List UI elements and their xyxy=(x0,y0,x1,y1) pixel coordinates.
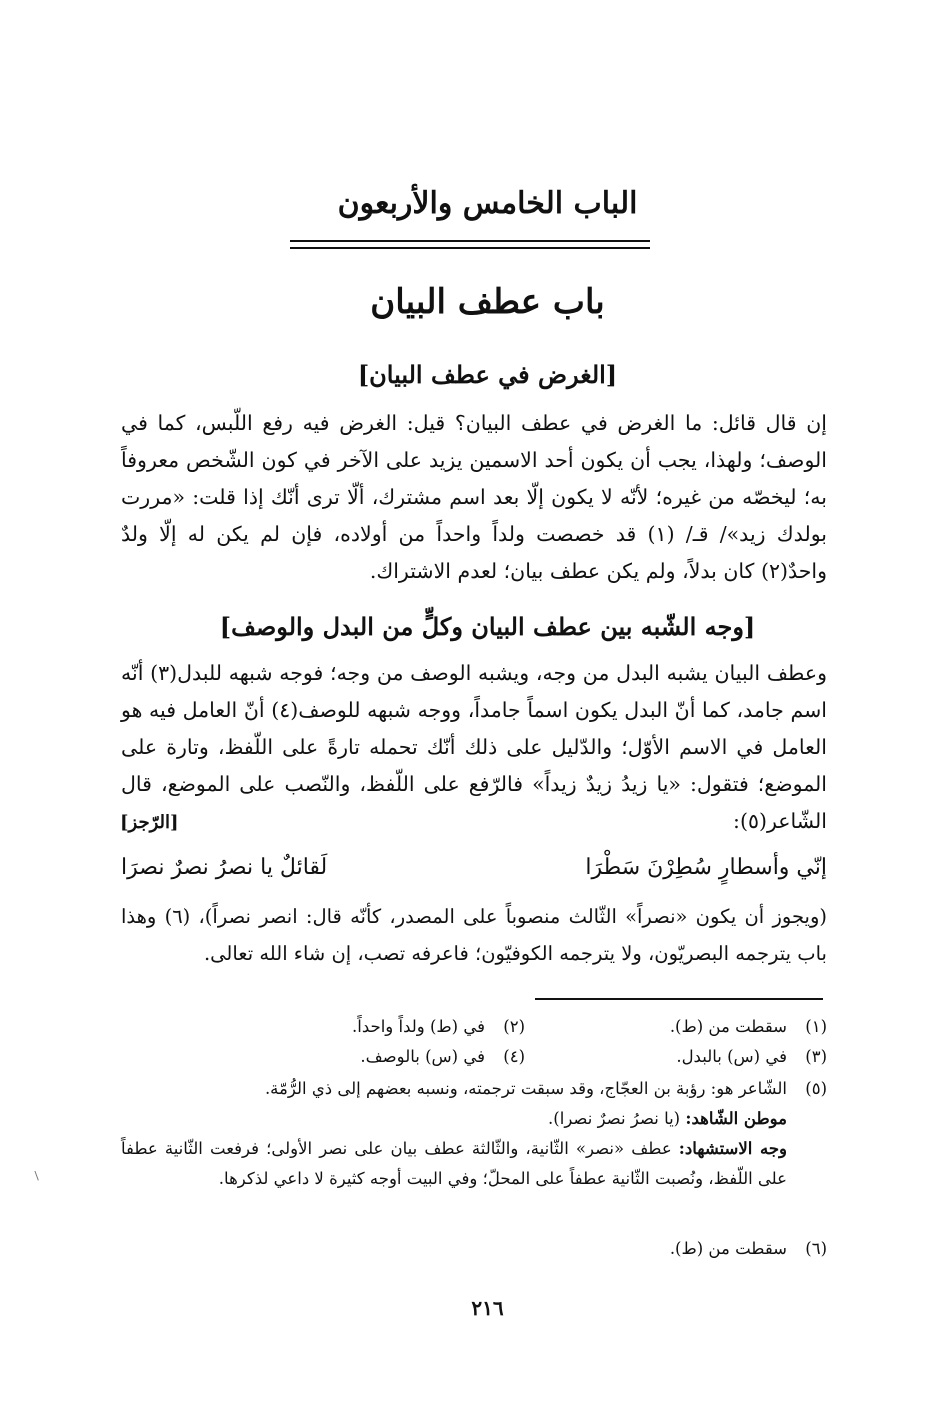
chapter-title: الباب الخامس والأربعون xyxy=(337,186,638,221)
footnote-6 xyxy=(670,1236,827,1262)
margin-mark xyxy=(34,1169,42,1180)
footnote-text: في (ط) ولداً واحداً. xyxy=(352,1017,485,1036)
argument-text: عطف «نصر» الثّانية، والثّالثة عطف بيان على نصر الأولى؛ فرفعت الثّانية عطفاً على اللّفظ، ونُصبت الثّانية عطفاً على المحلّ؛ وفي البيت أوجه كثيرة لا داعي لذكرها. xyxy=(121,1139,787,1188)
footnote-number: (٥) xyxy=(805,1079,827,1098)
paragraph-resemblance: وعطف البيان يشبه البدل من وجه، ويشبه الوصف من وجه؛ فوجه شبهه للبدل(٣) أنّه اسم جامد، كما أنّ البدل يكون اسماً جامداً، ووجه شبهه للوصف(٤) أنّ العامل فيه هو العامل في الاسم الأوّل؛ والدّليل على ذلك أنّك تحمله تارةً على اللّفظ، وتارة على الموضع؛ فتقول: «يا زيدُ زيدٌ زيداً» فالرّفع على اللّفظ، والنّصب على الموضع، قال الشّاعر(٥): xyxy=(121,661,827,833)
witness-label: موطن الشّاهد: xyxy=(685,1109,787,1128)
meter-label: [الرّجز] xyxy=(120,812,179,833)
paragraph-purpose: إن قال قائل: ما الغرض في عطف البيان؟ قيل: الغرض فيه رفع اللّبس، كما في الوصف؛ ولهذا، يجب أن يكون أحد الاسمين يزيد على الآخر في كون الشّخص معروفاً به؛ ليخصّه من غيره؛ لأنّه لا يكون إلّا بعد اسم مشترك، ألّا ترى أنّك إذا قلت: «مررت بولدك زيد»/ قـ/ (١) قد خصصت ولداً واحداً من أولاده، فإن لم يكن له إلّا ولدٌ واحدٌ(٢) كان بدلاً، ولم يكن عطف بيان؛ لعدم الاشتراك. xyxy=(121,411,827,583)
footnote-5-argument xyxy=(121,1134,787,1194)
footnote-text: في (س) بالوصف. xyxy=(360,1047,485,1066)
footnote-text: سقطت من (ط). xyxy=(669,1017,787,1036)
footnote-3 xyxy=(676,1044,827,1070)
footnote-1 xyxy=(670,1014,827,1040)
paragraph-closing: (ويجوز أن يكون «نصراً» الثّالث منصوباً على المصدر، كأنّه قال: انصر نصراً)، (٦) وهذا باب يترجمه البصريّون، ولا يترجمه الكوفيّون؛ فاعرفه تصب، إن شاء الله تعالى. xyxy=(121,905,827,965)
page-number: ٢١٦ xyxy=(471,1296,504,1320)
poem-first-hemistich: إنّي وأسطارٍ سُطِرْنَ سَطْرَا xyxy=(585,855,827,880)
poem-second-hemistich: لَقائلٌ يا نصرُ نصرٌ نصرَا xyxy=(121,855,328,880)
footnote-number: (٣) xyxy=(805,1047,827,1066)
footnote-text: سقطت من (ط). xyxy=(669,1239,787,1258)
footnote-2 xyxy=(352,1014,525,1040)
footnote-number: (٤) xyxy=(503,1047,525,1066)
footnote-number: (١) xyxy=(805,1017,827,1036)
title-double-rule xyxy=(290,240,650,249)
subhead-purpose: [الغرض في عطف البيان] xyxy=(357,360,618,389)
subhead-resemblance: [وجه الشّبه بين عطف البيان وكلٍّ من البدل والوصف] xyxy=(219,612,756,641)
footnote-4 xyxy=(360,1044,525,1070)
footnote-number: (٢) xyxy=(503,1017,525,1036)
witness-text: (يا نصرُ نصرٌ نصرا). xyxy=(548,1109,681,1128)
footnote-5-witness xyxy=(548,1106,787,1132)
footnote-number: (٦) xyxy=(805,1239,827,1258)
footnote-5 xyxy=(265,1076,827,1102)
argument-label: وجه الاستشهاد: xyxy=(678,1139,787,1158)
footnote-rule xyxy=(535,998,823,1000)
section-title: باب عطف البيان xyxy=(370,282,605,322)
poem-verse xyxy=(121,855,827,895)
footnote-text: في (س) بالبدل. xyxy=(676,1047,787,1066)
footnote-text: الشّاعر هو: رؤبة بن العجّاج، وقد سبقت ترجمته، ونسبه بعضهم إلى ذي الرُّمّة. xyxy=(264,1079,787,1098)
